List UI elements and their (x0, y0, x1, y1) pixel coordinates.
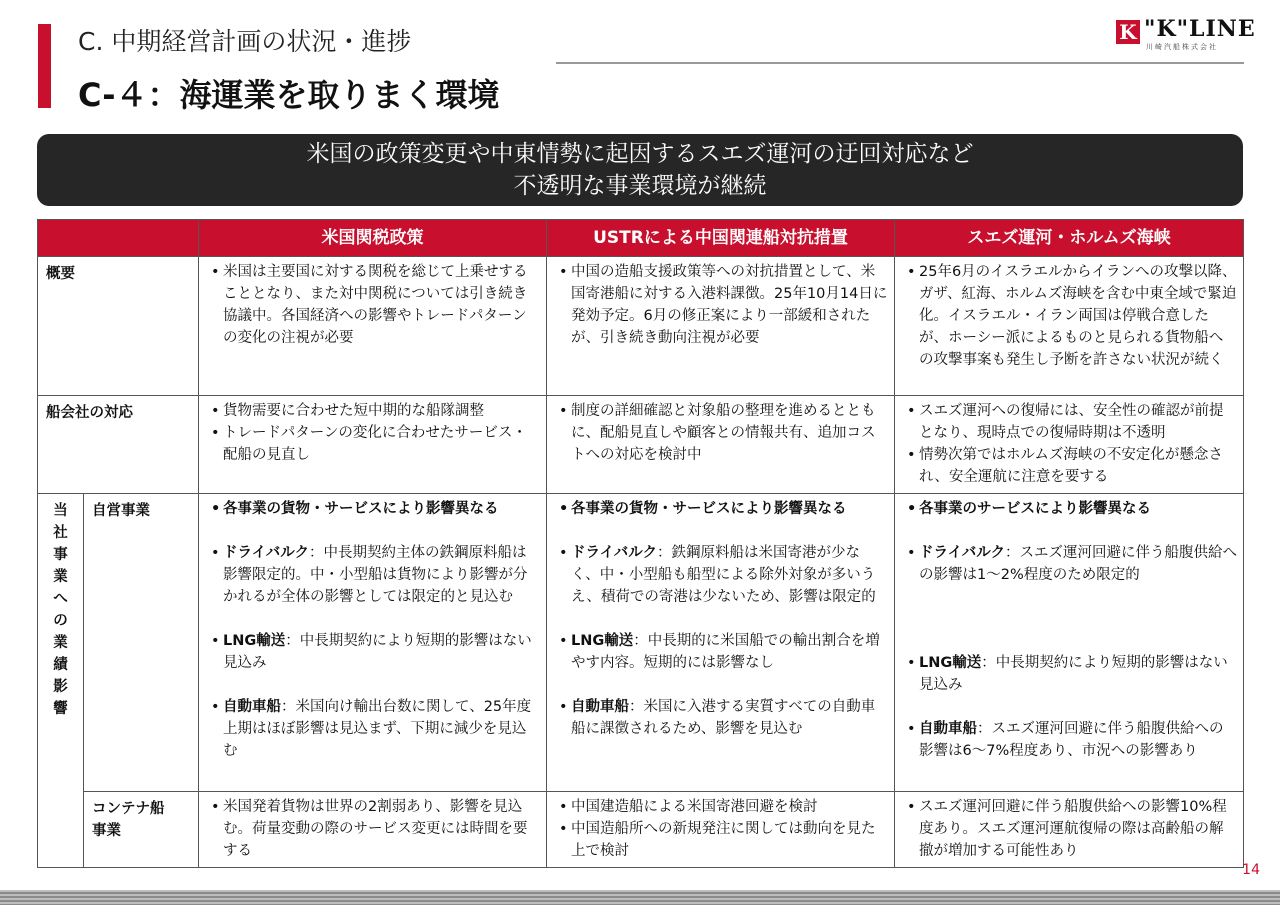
item-text: ：スエズ運河回避に伴う船腹供給への影響は1～2%程度のため限定的 (919, 545, 1237, 583)
item-text: ：スエズ運河回避に伴う船腹供給への影響は6～7%程度あり、市況への影響あり (919, 721, 1224, 759)
list-item: • 各事業の貨物・サービスにより影響異なる (207, 498, 540, 520)
list-item (555, 542, 888, 608)
header-divider (556, 62, 1244, 64)
list-item: • 制度の詳細確認と対象船の整理を進めるとともに、配船見直しや顧客との情報共有、追加コストへの対応を検討中 (555, 400, 888, 466)
banner-line-2: 不透明な事業環境が継続 (513, 173, 767, 199)
own-ustr-cell (547, 494, 895, 792)
container-suez-cell (895, 792, 1244, 868)
column-header-ustr: USTRによる中国関連船対抗措置 (547, 220, 895, 257)
list-item: • 25年6月のイスラエルからイランへの攻撃以降、ガザ、紅海、ホルムズ海峡を含む中東全域で緊迫化。イスラエル・イラン両国は停戦合意したが、ホーシー派によるものと見られる貨物船への攻撃事案も発生し予断を許さない状況が続く (903, 261, 1237, 371)
row-label-overview: 概要 (38, 257, 199, 396)
label-line: 事業 (92, 823, 121, 839)
footer-stripes (0, 890, 1280, 905)
item-head: 自動車船 (571, 699, 629, 715)
label-line: コンテナ船 (92, 801, 165, 817)
impact-char: 事 (53, 547, 68, 563)
list-item (207, 630, 540, 674)
list-item (903, 718, 1237, 762)
header-corner (38, 220, 199, 257)
item-head: ドライバルク (919, 545, 1005, 561)
table-header-row (38, 220, 1244, 257)
column-header-suez: スエズ運河・ホルムズ海峡 (895, 220, 1244, 257)
impact-char: 業 (53, 569, 68, 585)
own-tariff-cell (199, 494, 547, 792)
impact-char: の (53, 613, 68, 629)
impact-char: 社 (53, 525, 68, 541)
overview-tariff-cell (199, 257, 547, 396)
table-row-response (38, 396, 1244, 494)
row-label-container (84, 792, 199, 868)
list-item: • 中国の造船支援政策等への対抗措置として、米国寄港船に対する入港料課徴。25年10月14日に発効予定。6月の修正案により一部緩和されたが、引き続き動向注視が必要 (555, 261, 888, 349)
list-item (207, 542, 540, 608)
overview-suez-cell (895, 257, 1244, 396)
list-item (903, 542, 1237, 586)
company-logo (1116, 16, 1256, 52)
list-item: • 米国発着貨物は世界の2割弱あり、影響を見込む。荷量変動の際のサービス変更には時間を要する (207, 796, 540, 862)
item-text: ：米国に入港する実質すべての自動車船に課徴されるため、影響を見込む (571, 699, 876, 737)
column-header-tariff: 米国関税政策 (199, 220, 547, 257)
impact-char: 影 (53, 679, 68, 695)
list-item: • 米国は主要国に対する関税を総じて上乗せすることとなり、また対中関税については引き続き協議中。各国経済への影響やトレードパターンの変化の注視が必要 (207, 261, 540, 349)
accent-bar (38, 24, 51, 108)
item-text: ：中長期契約により短期的影響はない見込み (919, 655, 1228, 693)
list-item (555, 630, 888, 674)
own-suez-cell (895, 494, 1244, 792)
item-text: ：鉄鋼原料船は米国寄港が少なく、中・小型船も船型による除外対象が多いうえ、積荷での寄港は少ないため、影響は限定的 (571, 545, 876, 605)
item-head: ドライバルク (223, 545, 309, 561)
logo-subtext: 川崎汽船株式会社 (1146, 43, 1218, 51)
table-row-own-business (38, 494, 1244, 792)
list-item: • 情勢次第ではホルムズ海峡の不安定化が懸念され、安全運航に注意を要する (903, 444, 1237, 488)
list-item: • 各事業のサービスにより影響異なる (903, 498, 1237, 520)
overview-ustr-cell (547, 257, 895, 396)
row-label-response: 船会社の対応 (38, 396, 199, 494)
list-item: • 中国造船所への新規発注に関しては動向を見た上で検討 (555, 818, 888, 862)
impact-char: 響 (53, 701, 68, 717)
list-item (903, 652, 1237, 696)
response-suez-cell (895, 396, 1244, 494)
item-text: ：中長期的に米国船での輸出割合を増やす内容。短期的には影響なし (571, 633, 880, 671)
section-label: C. 中期経営計画の状況・進捗 (78, 27, 412, 56)
list-item: • スエズ運河への復帰には、安全性の確認が前提となり、現時点での復帰時期は不透明 (903, 400, 1237, 444)
row-label-own-business: 自営事業 (84, 494, 199, 792)
item-head: LNG輸送 (223, 633, 286, 649)
table-row-container (38, 792, 1244, 868)
impact-char: 績 (53, 657, 68, 673)
table-row-overview (38, 257, 1244, 396)
response-ustr-cell (547, 396, 895, 494)
container-ustr-cell (547, 792, 895, 868)
list-item: • 各事業の貨物・サービスにより影響異なる (555, 498, 888, 520)
list-item: • トレードパターンの変化に合わせたサービス・配船の見直し (207, 422, 540, 466)
impact-char: 当 (53, 503, 68, 519)
banner-line-1: 米国の政策変更や中東情勢に起因するスエズ運河の迂回対応など (306, 141, 974, 167)
item-head: ドライバルク (571, 545, 657, 561)
list-item: • スエズ運河回避に伴う船腹供給への影響10%程度あり。スエズ運河運航復帰の際は高齢船の解撤が増加する可能性あり (903, 796, 1237, 862)
response-tariff-cell (199, 396, 547, 494)
list-item (207, 696, 540, 762)
impact-char: 業 (53, 635, 68, 651)
list-item (555, 696, 888, 740)
page-title: C-４：海運業を取りまく環境 (78, 76, 500, 114)
item-text: ：中長期契約主体の鉄鋼原料船は影響限定的。中・小型船は貨物により影響が分かれるが全体の影響としては限定的と見込む (223, 545, 528, 605)
item-head: LNG輸送 (571, 633, 634, 649)
item-text: ：中長期契約により短期的影響はない見込み (223, 633, 532, 671)
logo-text: "K"LINE (1144, 16, 1256, 42)
impact-char: へ (53, 591, 68, 607)
row-label-impact (38, 494, 84, 868)
list-item: • 中国建造船による米国寄港回避を検討 (555, 796, 888, 818)
environment-table (37, 219, 1244, 868)
item-head: LNG輸送 (919, 655, 982, 671)
container-tariff-cell (199, 792, 547, 868)
summary-banner (37, 134, 1243, 206)
logo-mark: K (1116, 20, 1140, 44)
item-head: 自動車船 (223, 699, 281, 715)
page-number: 14 (1242, 862, 1260, 878)
list-item: • 貨物需要に合わせた短中期的な船隊調整 (207, 400, 540, 422)
item-text: ：米国向け輸出台数に関して、25年度上期はほぼ影響は見込まず、下期に減少を見込む (223, 699, 532, 759)
item-head: 自動車船 (919, 721, 977, 737)
